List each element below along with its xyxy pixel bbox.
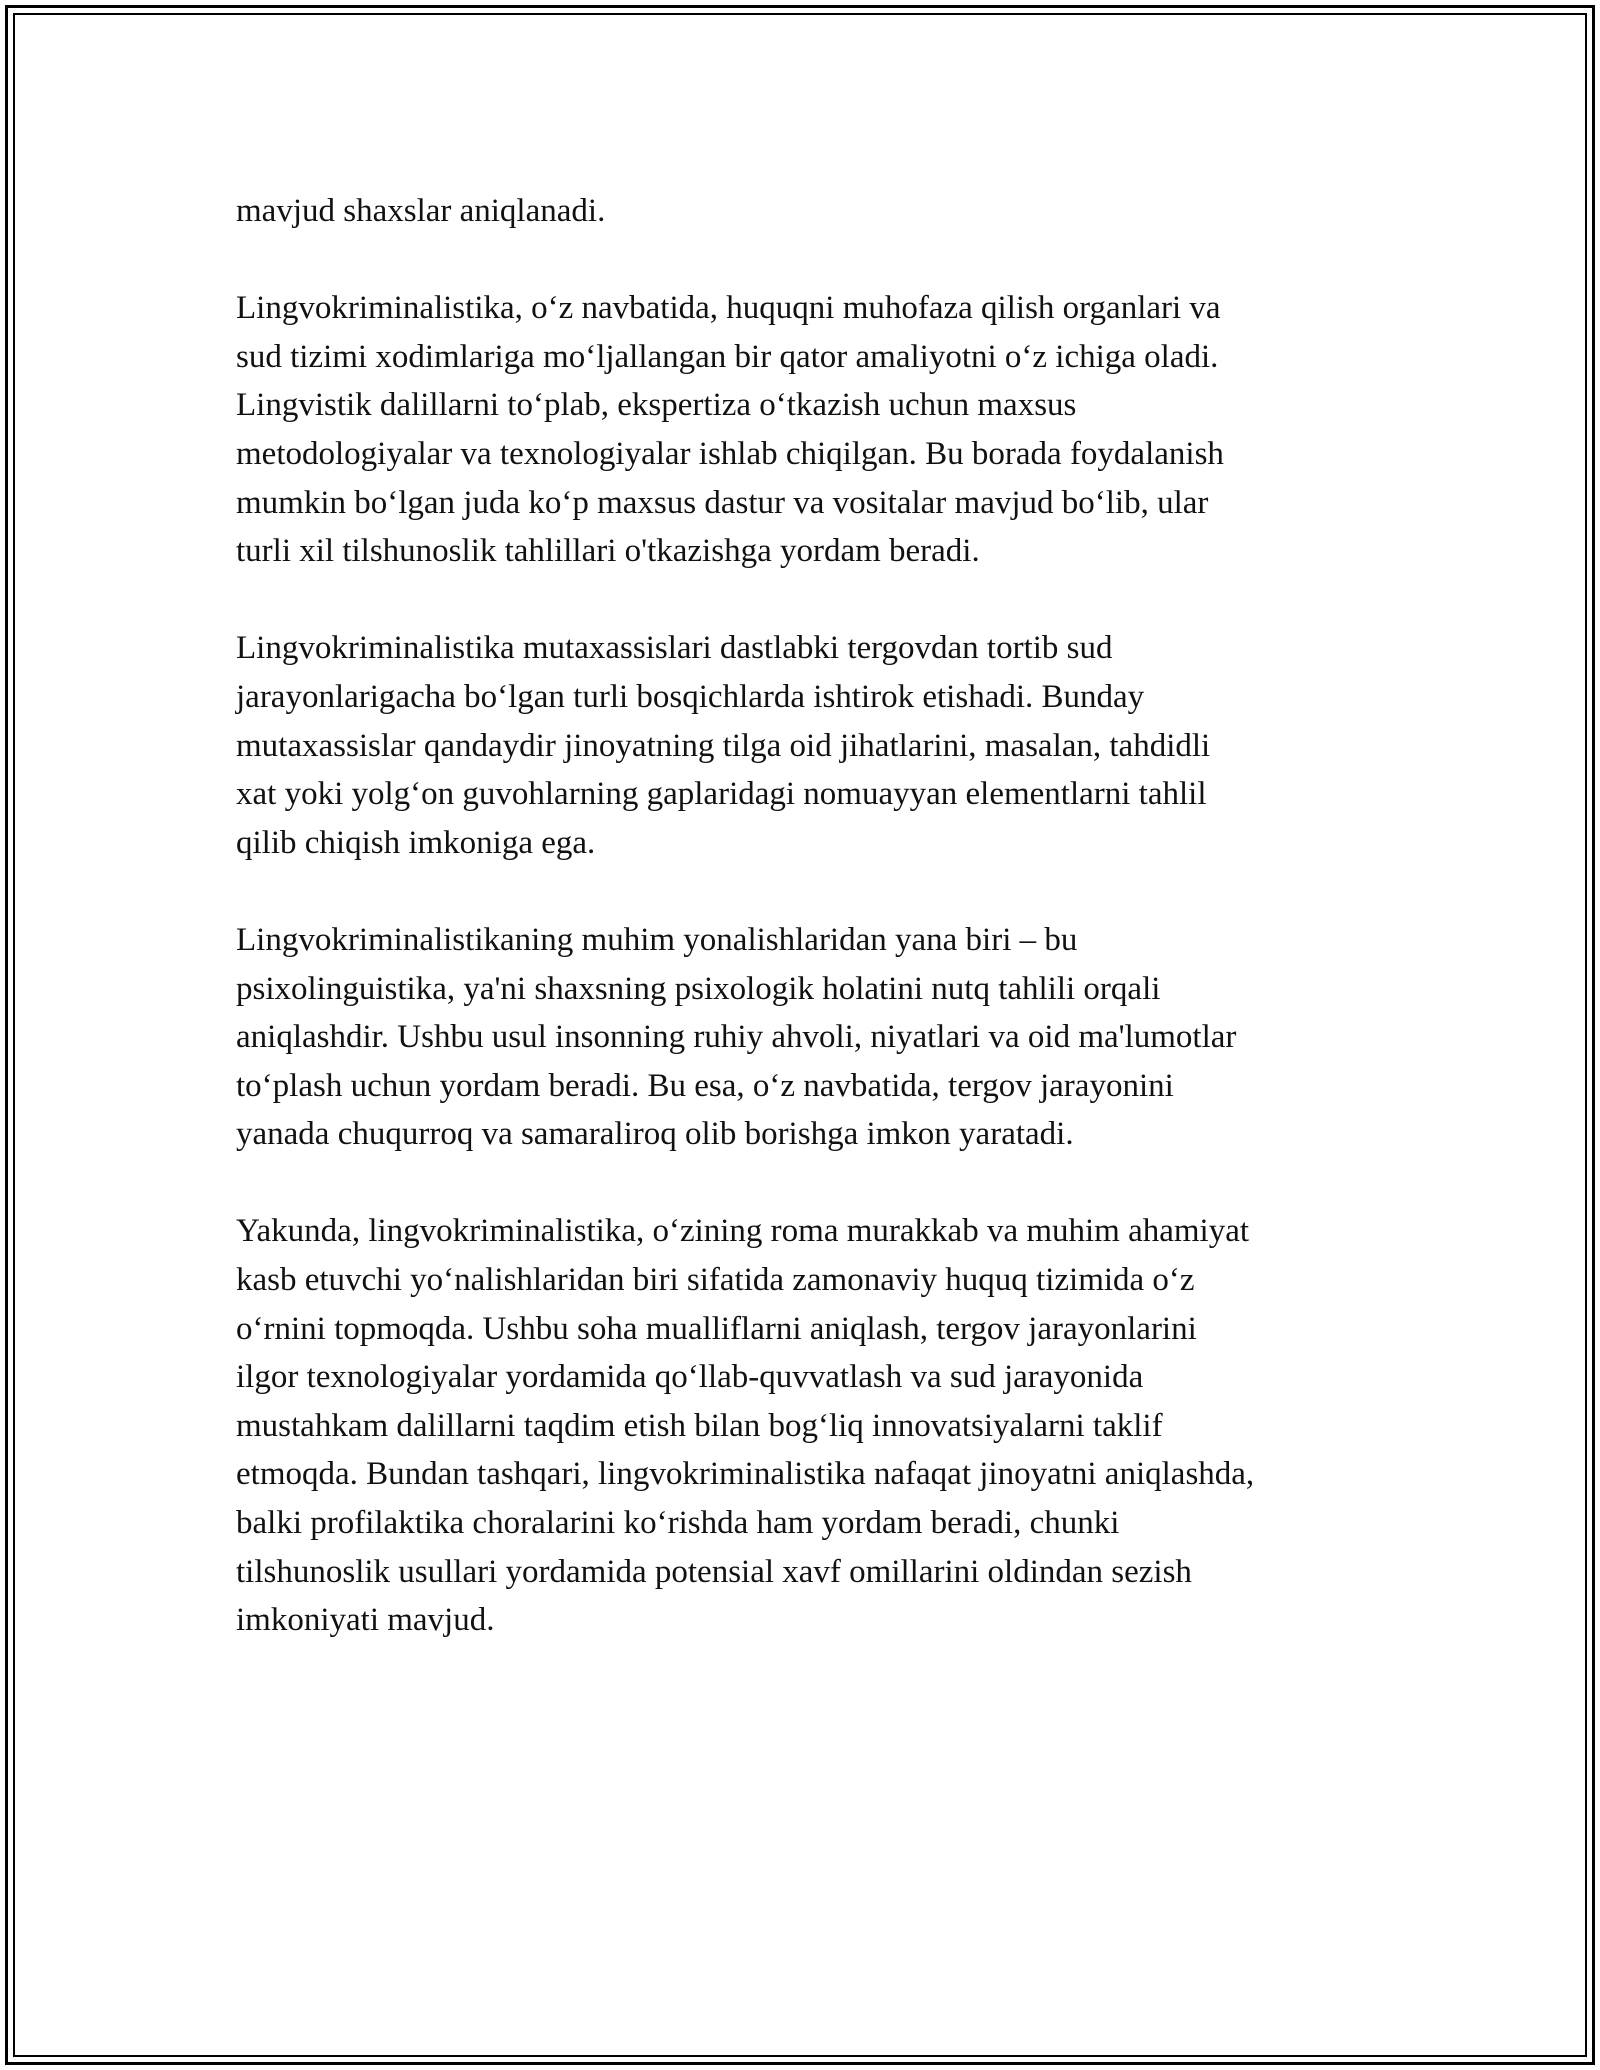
paragraph-4: Lingvokriminalistikaning muhim yonalishlaridan yana biri – bu psixolinguistika, ya'ni shaxsning psixologik holatini nutq tahlili orqali aniqlashdir. Ushbu usul insonning ruhiy ahvoli, niyatlari va oid ma'lumotlar to‘plash uchun yordam beradi. Bu esa, o‘z navbatida, tergov jarayonini yanada chuqurroq va samaraliroq olib borishga imkon yaratadi. [236, 921, 1237, 1153]
paragraph-1: mavjud shaxslar aniqlanadi. [236, 193, 606, 229]
paragraph-5: Yakunda, lingvokriminalistika, o‘zining roma murakkab va muhim ahamiyat kasb etuvchi yo‘nalishlaridan biri sifatida zamonaviy huquq tizimida o‘z o‘rnini topmoqda. Ushbu soha mualliflarni aniqlash, tergov jarayonlarini ilgor texnologiyalar yordamida qo‘llab-quvvatlash va sud jarayonida mustahkam dalillarni taqdim etish bilan bog‘liq innovatsiyalarni taklif etmoqda. Bundan tashqari, lingvokriminalistika nafaqat jinoyatni aniqlashda, balki profilaktika choralarini ko‘rishda ham yordam beradi, chunki tilshunoslik usullari yordamida potensial xavf omillarini oldindan sezish imkoniyati mavjud. [236, 1213, 1255, 1639]
document-body [236, 187, 1396, 1693]
paragraph-3: Lingvokriminalistika mutaxassislari dastlabki tergovdan tortib sud jarayonlarigacha bo‘lgan turli bosqichlarda ishtirok etishadi. Bunday mutaxassislar qandaydir jinoyatning tilga oid jihatlarini, masalan, tahdidli xat yoki yolg‘on guvohlarning gaplaridagi nomuayyan elementlarni tahlil qilib chiqish imkoniga ega. [236, 630, 1211, 861]
paragraph-2: Lingvokriminalistika, o‘z navbatida, huquqni muhofaza qilish organlari va sud tizimi xodimlariga mo‘ljallangan bir qator amaliyotni o‘z ichiga oladi. Lingvistik dalillarni to‘plab, ekspertiza o‘tkazish uchun maxsus metodologiyalar va texnologiyalar ishlab chiqilgan. Bu borada foydalanish mumkin bo‘lgan juda ko‘p maxsus dastur va vositalar mavjud bo‘lib, ular turli xil tilshunoslik tahlillari o'tkazishga yordam beradi. [236, 290, 1224, 570]
